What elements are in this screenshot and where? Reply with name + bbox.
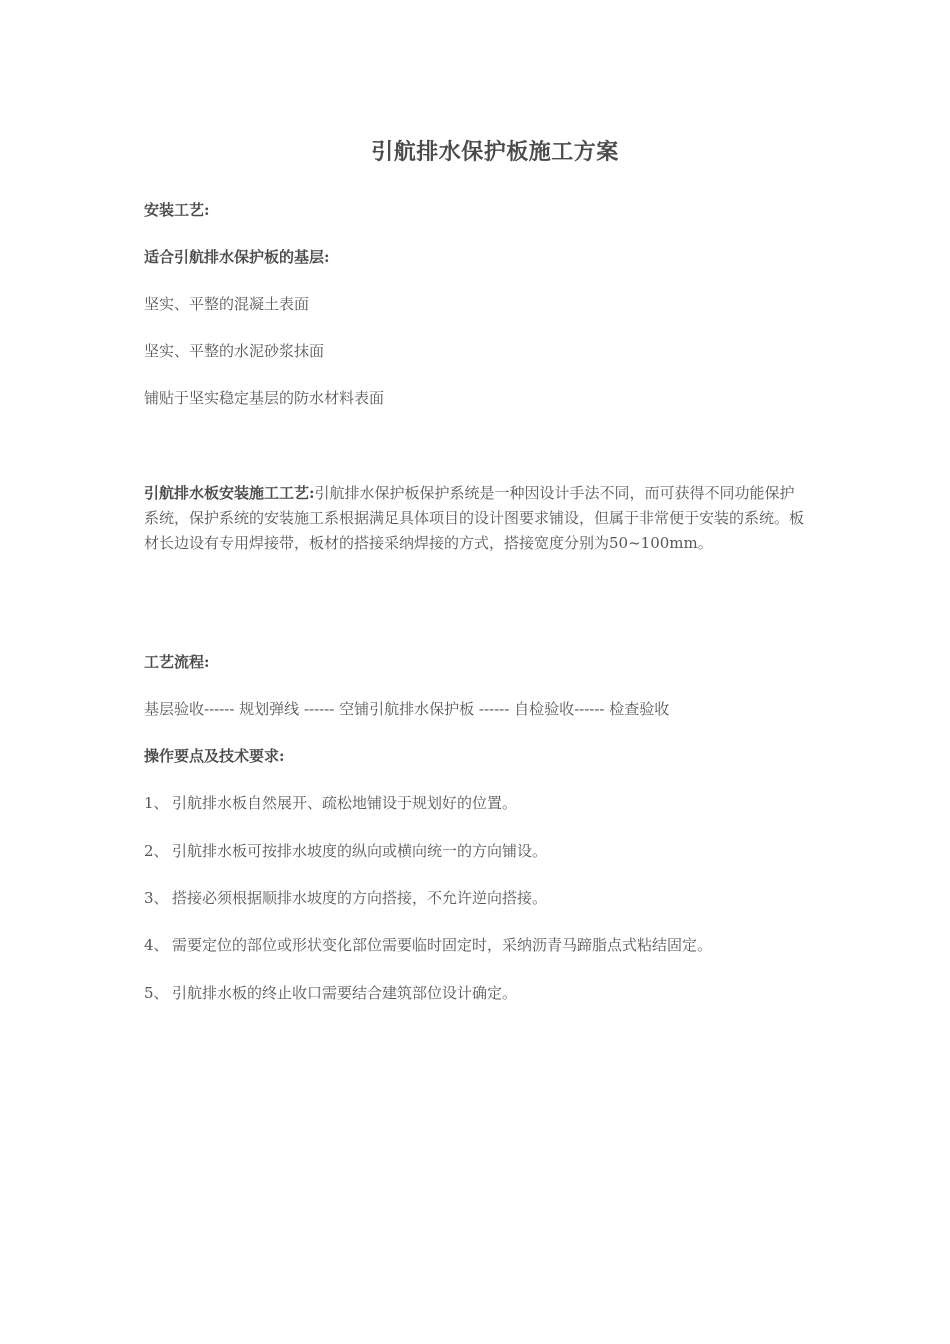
list-item-text: 需要定位的部位或形状变化部位需要临时固定时，采纳沥青马蹄脂点式粘结固定。 xyxy=(172,936,713,954)
list-item-text: 引航排水板自然展开、疏松地铺设于规划好的位置。 xyxy=(172,794,518,812)
flow-heading: 工艺流程: xyxy=(144,653,210,671)
list-item xyxy=(144,983,804,1003)
list-item-number: 2、 xyxy=(144,842,169,860)
list-item-number: 5、 xyxy=(144,984,169,1002)
list-item-text: 引航排水板的终止收口需要结合建筑部位设计确定。 xyxy=(172,984,518,1002)
substrate-item: 坚实、平整的水泥砂浆抹面 xyxy=(144,342,325,360)
list-item xyxy=(144,793,804,813)
flow-text: 基层验收------ 规划弹线 ------ 空铺引航排水保护板 ------ 自检验收------ 检查验收 xyxy=(144,700,670,718)
install-heading: 安装工艺: xyxy=(144,201,210,219)
list-item-text: 引航排水板可按排水坡度的纵向或横向统一的方向铺设。 xyxy=(172,842,548,860)
process-lead: 引航排水板安装施工工艺: xyxy=(144,484,315,502)
list-item-number: 4、 xyxy=(144,936,169,954)
substrate-item: 坚实、平整的混凝土表面 xyxy=(144,295,310,313)
list-item xyxy=(144,935,804,955)
substrate-item: 铺贴于坚实稳定基层的防水材料表面 xyxy=(144,389,385,407)
list-item-number: 1、 xyxy=(144,794,169,812)
document-title: 引航排水保护板施工方案 xyxy=(371,139,619,165)
list-item xyxy=(144,841,804,861)
list-item xyxy=(144,888,804,908)
process-paragraph xyxy=(144,481,804,556)
points-heading: 操作要点及技术要求: xyxy=(144,747,285,765)
list-item-number: 3、 xyxy=(144,889,169,907)
list-item-text: 搭接必须根据顺排水坡度的方向搭接，不允许逆向搭接。 xyxy=(172,889,548,907)
substrate-heading: 适合引航排水保护板的基层: xyxy=(144,248,330,266)
process-text: 引航排水保护板保护系统是一种因设计手法不同，而可获得不同功能保护系统，保护系统的安装施工系根据满足具体项目的设计图要求铺设，但属于非常便于安装的系统。板材长边设有专用焊接带，板材的搭接采纳焊接的方式，搭接宽度分别为50~100mm。 xyxy=(144,484,805,552)
